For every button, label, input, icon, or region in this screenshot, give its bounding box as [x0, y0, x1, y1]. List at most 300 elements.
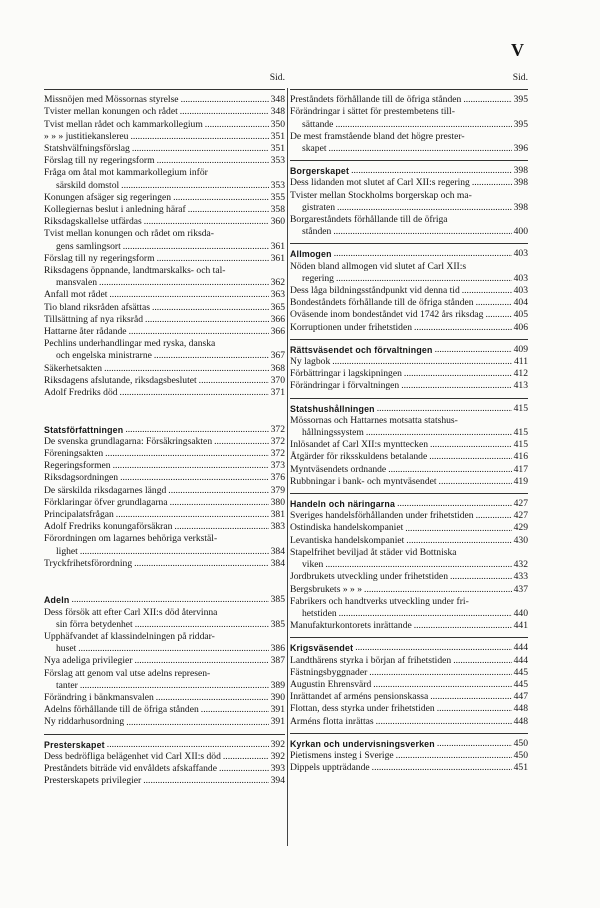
entry-title: Ostindiska handelskompaniet — [290, 522, 404, 534]
page-ref: 368 — [270, 362, 285, 374]
dot-leader — [145, 314, 269, 326]
page-ref: 380 — [270, 496, 285, 508]
dot-leader — [366, 427, 512, 439]
entry-title: Fästningsbyggnader — [290, 666, 368, 678]
dot-leader — [156, 692, 269, 704]
toc-entry — [290, 226, 528, 238]
toc-entry — [290, 451, 528, 463]
page-ref: 370 — [270, 374, 285, 386]
toc-entry — [290, 679, 528, 691]
entry-title: stånden — [302, 226, 332, 238]
toc-left-column — [44, 72, 285, 788]
dot-leader — [144, 216, 269, 228]
dot-leader — [372, 762, 512, 774]
entry-title: Tillsättning af nya riksråd — [44, 313, 144, 325]
entry-title: huset — [56, 643, 77, 655]
page-ref: 406 — [513, 321, 528, 333]
entry-title: Tvist mellan konungen och rådet om riksda- — [44, 228, 214, 240]
toc-entry — [44, 277, 285, 289]
column-divider — [287, 88, 288, 846]
toc-section-heading — [290, 403, 528, 415]
page-ref: 353 — [270, 179, 285, 191]
page-ref: 403 — [513, 285, 528, 297]
entry-title: De mest framstående bland det högre prester- — [290, 130, 465, 142]
page-ref: 373 — [270, 460, 285, 472]
entry-title: Dess låga bildningsståndpunkt vid denna tid — [290, 285, 460, 297]
page-ref: 419 — [513, 475, 528, 487]
page-ref: 372 — [270, 423, 285, 435]
page-ref: 381 — [270, 509, 285, 521]
toc-section-heading — [290, 248, 528, 260]
page-ref: 441 — [513, 620, 528, 632]
toc-entry — [290, 762, 528, 774]
entry-title: Förändringar i förvaltningen — [290, 380, 400, 392]
entry-title: Förslag till ny regeringsform — [44, 155, 155, 167]
dot-leader — [174, 521, 268, 533]
entry-title: Riksdagskallelse utfärdas — [44, 216, 142, 228]
entry-title: Inlösandet af Carl XII:s mynttecken — [290, 439, 428, 451]
page-ref: 366 — [270, 326, 285, 338]
page-ref: 394 — [270, 775, 285, 787]
page-ref: 361 — [270, 252, 285, 264]
entry-title: Krigsväsendet — [290, 643, 354, 654]
toc-entry — [44, 119, 285, 131]
section-rule — [290, 733, 528, 734]
entry-title: Säkerhetsakten — [44, 362, 103, 374]
toc-entry — [44, 228, 285, 240]
dot-leader — [453, 655, 511, 667]
page-ref: 392 — [270, 738, 285, 750]
dot-leader — [121, 180, 268, 192]
entry-title: De särskilda riksdagarnes längd — [44, 484, 167, 496]
dot-leader — [80, 680, 269, 692]
toc-entry — [44, 241, 285, 253]
toc-entry — [290, 535, 528, 547]
spacer — [44, 399, 285, 411]
entry-title: hetstiden — [302, 607, 337, 619]
dot-leader — [334, 248, 512, 260]
entry-title: Bergsbrukets » » » — [290, 583, 363, 595]
toc-entry — [44, 375, 285, 387]
toc-entry — [290, 273, 528, 285]
entry-title: Riksdagens öppnande, landtmarskalks- och tal- — [44, 265, 226, 277]
entry-title: mansvalen — [56, 277, 98, 289]
entry-title: Kollegiernas beslut i anledning häraf — [44, 204, 186, 216]
toc-left-list — [44, 94, 285, 787]
toc-entry — [44, 167, 285, 179]
dot-leader — [152, 302, 269, 314]
entry-title: Riksdagsordningen — [44, 472, 119, 484]
dot-leader — [105, 448, 268, 460]
dot-leader — [476, 510, 512, 522]
entry-title: gens samlingsort — [56, 240, 121, 252]
dot-leader — [476, 297, 512, 309]
toc-entry — [44, 619, 285, 631]
page-ref: 440 — [513, 607, 528, 619]
dot-leader — [168, 485, 268, 497]
toc-entry — [290, 584, 528, 596]
page-ref: 433 — [513, 571, 528, 583]
entry-title: Dippels uppträdande — [290, 762, 370, 774]
dot-leader — [430, 691, 511, 703]
spacer — [44, 570, 285, 582]
dot-leader — [157, 155, 269, 167]
entry-title: Sveriges handelsförhållanden under frihetstiden — [290, 510, 474, 522]
entry-title: Förändringar i sättet för prestembetens till- — [290, 106, 455, 118]
toc-entry — [290, 177, 528, 189]
page-ref: 447 — [513, 691, 528, 703]
page-ref: 348 — [270, 94, 285, 106]
dot-leader — [439, 476, 512, 488]
toc-entry — [290, 415, 528, 427]
dot-leader — [404, 368, 512, 380]
page-ref: 415 — [513, 439, 528, 451]
entry-title: Fråga om åtal mot kammarkollegium inför — [44, 167, 208, 179]
page-ref: 384 — [270, 557, 285, 569]
dot-leader — [332, 356, 512, 368]
entry-title: Pechlins underhandlingar med ryska, danska — [44, 338, 216, 350]
page-ref: 448 — [513, 703, 528, 715]
page-ref: 417 — [513, 463, 528, 475]
dot-leader — [154, 350, 269, 362]
dot-leader — [351, 165, 511, 177]
entry-title: Ny riddarhusordning — [44, 716, 125, 728]
toc-section-heading — [44, 424, 285, 436]
page-ref: 427 — [513, 498, 528, 510]
dot-leader — [219, 763, 269, 775]
page-ref: 405 — [513, 309, 528, 321]
entry-title: Adolf Fredriks konungaförsäkran — [44, 521, 173, 533]
entry-title: gistraten — [302, 201, 336, 213]
page-ref: 450 — [513, 749, 528, 761]
page-ref: 389 — [270, 679, 285, 691]
toc-entry — [290, 427, 528, 439]
page-ref: 445 — [513, 666, 528, 678]
toc-entry — [290, 559, 528, 571]
entry-title: Förbättringar i lagskipningen — [290, 368, 402, 380]
entry-title: Rubbningar i bank- och myntväsendet — [290, 475, 437, 487]
toc-entry — [44, 289, 285, 301]
toc-entry — [290, 476, 528, 488]
entry-title: Levantiska handelskompaniet — [290, 534, 405, 546]
dot-leader — [181, 94, 269, 106]
toc-entry — [290, 202, 528, 214]
dot-leader — [401, 380, 511, 392]
toc-entry — [290, 131, 528, 143]
toc-entry — [44, 533, 285, 545]
entry-title: Presterskapet — [44, 739, 105, 750]
toc-entry — [44, 350, 285, 362]
toc-entry — [44, 204, 285, 216]
entry-title: Pietismens insteg i Sverige — [290, 749, 394, 761]
page-ref: 355 — [270, 191, 285, 203]
dot-leader — [188, 204, 269, 216]
dot-leader — [126, 717, 268, 729]
page-ref: 379 — [270, 484, 285, 496]
dot-leader — [135, 619, 269, 631]
page-ref: 429 — [513, 522, 528, 534]
page-ref: 444 — [513, 654, 528, 666]
entry-title: hållningssystem — [302, 427, 364, 439]
entry-title: Åtgärder för riksskuldens betalande — [290, 451, 428, 463]
page-ref: 411 — [513, 356, 528, 368]
page-ref: 396 — [513, 143, 528, 154]
page-ref: 393 — [270, 763, 285, 775]
dot-leader — [450, 571, 512, 583]
entry-title: Borgerskapet — [290, 166, 350, 177]
entry-title: Korruptionen under frihetstiden — [290, 321, 413, 333]
toc-entry — [290, 596, 528, 608]
dot-leader — [125, 424, 268, 436]
entry-title: » » » justitiekanslereu — [44, 130, 129, 142]
page-ref: 398 — [513, 165, 528, 177]
page-ref: 398 — [513, 201, 528, 213]
dot-leader — [462, 285, 512, 297]
dot-leader — [429, 451, 511, 463]
page-ref: 430 — [513, 534, 528, 546]
entry-title: Föreningsakten — [44, 448, 104, 460]
dot-leader — [377, 403, 512, 415]
toc-entry — [44, 631, 285, 643]
dot-leader — [80, 546, 269, 558]
entry-title: Preståndets förhållande till de öfriga stånden — [290, 94, 462, 106]
dot-leader — [397, 498, 512, 510]
toc-entry — [290, 464, 528, 476]
dot-leader — [396, 750, 512, 762]
entry-title: Adeln — [44, 595, 70, 606]
entry-title: Hattarne åter rådande — [44, 326, 127, 338]
entry-title: Tvister mellan konungen och rådet — [44, 106, 178, 118]
entry-title: sin förra betydenhet — [56, 618, 133, 630]
entry-title: Regeringsformen — [44, 460, 111, 472]
dot-leader — [116, 509, 269, 521]
entry-title: Stapelfrihet beviljad åt städer vid Bottniska — [290, 546, 457, 558]
entry-title: Bondeståndets förhållande till de öfriga stånden — [290, 297, 474, 309]
entry-title: Dess lidanden mot slutet af Carl XII:s regering — [290, 177, 470, 189]
dot-leader — [329, 143, 512, 155]
entry-title: Upphäfvandet af klassindelningen på riddar- — [44, 631, 215, 643]
page-ref: 358 — [270, 204, 285, 216]
page-ref: 351 — [270, 130, 285, 142]
spacer — [44, 411, 285, 423]
dot-leader — [78, 643, 268, 655]
page-ref: 395 — [513, 94, 528, 106]
page-number: V — [511, 40, 524, 60]
toc-entry — [290, 356, 528, 368]
dot-leader — [472, 177, 512, 189]
page-ref: 383 — [270, 521, 285, 533]
entry-title: Principalatsfrågan — [44, 509, 114, 521]
toc-section-heading — [44, 739, 285, 751]
header-rule — [44, 89, 285, 90]
toc-entry — [44, 692, 285, 704]
dot-leader — [333, 226, 511, 238]
entry-title: Konungen afsäger sig regeringen — [44, 191, 172, 203]
dot-leader — [134, 558, 268, 570]
entry-title: Preståndets biträde vid envåldets afskaffande — [44, 763, 217, 775]
dot-leader — [173, 192, 269, 204]
toc-section-heading — [290, 165, 528, 177]
entry-title: viken — [302, 559, 324, 571]
dot-leader — [406, 535, 511, 547]
entry-title: Statsförfattningen — [44, 424, 124, 435]
dot-leader — [109, 289, 268, 301]
toc-entry — [44, 180, 285, 192]
entry-title: tanter — [56, 679, 78, 691]
toc-entry — [44, 94, 285, 106]
entry-title: Manufakturkontorets inrättande — [290, 620, 412, 632]
entry-title: Dess försök att efter Carl XII:s död återvinna — [44, 606, 218, 618]
toc-section-heading — [290, 498, 528, 510]
page-ref: 371 — [270, 387, 285, 399]
entry-title: Missnöjen med Mössornas styrelse — [44, 94, 179, 106]
entry-title: Fabrikers och handtverks utveckling under fri- — [290, 595, 469, 607]
entry-title: Tio bland riksråden afsättas — [44, 301, 150, 313]
toc-entry — [290, 380, 528, 392]
page-ref: 348 — [270, 106, 285, 118]
toc-entry — [290, 143, 528, 155]
page-ref: 362 — [270, 277, 285, 289]
dot-leader — [199, 375, 269, 387]
dot-leader — [376, 716, 512, 728]
toc-entry — [44, 485, 285, 497]
toc-entry — [290, 510, 528, 522]
page-ref: 451 — [513, 762, 528, 774]
dot-leader — [223, 751, 269, 763]
page-ref: 448 — [513, 715, 528, 727]
entry-title: Statshushållningen — [290, 403, 375, 414]
toc-entry — [44, 716, 285, 728]
entry-title: Tvist mellan rådet och kammarkollegium — [44, 118, 203, 130]
entry-title: Handeln och näringarna — [290, 499, 396, 510]
dot-leader — [414, 322, 512, 334]
toc-entry — [290, 439, 528, 451]
toc-section-heading — [290, 642, 528, 654]
dot-leader — [123, 241, 269, 253]
entry-title: Borgareståndets förhållande till de öfriga — [290, 214, 448, 226]
toc-entry — [44, 668, 285, 680]
toc-entry — [290, 214, 528, 226]
dot-leader — [430, 439, 512, 451]
entry-title: och engelska ministrarne — [56, 350, 152, 362]
toc-entry — [290, 309, 528, 321]
page-ref: 387 — [270, 655, 285, 667]
toc-entry — [290, 368, 528, 380]
toc-entry — [44, 546, 285, 558]
page-ref: 403 — [513, 272, 528, 284]
dot-leader — [437, 738, 512, 750]
page-ref: 390 — [270, 692, 285, 704]
page-ref: 409 — [513, 343, 528, 355]
toc-entry — [44, 448, 285, 460]
entry-title: Myntväsendets ordnande — [290, 463, 387, 475]
toc-entry — [44, 497, 285, 509]
page-ref: 427 — [513, 510, 528, 522]
entry-title: De svenska grundlagarna: Försäkringsakten — [44, 435, 213, 447]
dot-leader — [130, 131, 268, 143]
page-ref: 350 — [270, 118, 285, 130]
toc-entry — [290, 522, 528, 534]
section-rule — [290, 339, 528, 340]
toc-entry — [290, 667, 528, 679]
toc-entry — [44, 558, 285, 570]
entry-title: Adolf Fredriks död — [44, 387, 118, 399]
entry-title: Landthärens styrka i början af frihetstiden — [290, 654, 452, 666]
toc-section-heading — [290, 738, 528, 750]
entry-title: Mössornas och Hattarnes motsatta statshus- — [290, 414, 458, 426]
entry-title: Förklaringar öfver grundlagarna — [44, 496, 168, 508]
entry-title: sättande — [302, 118, 334, 130]
toc-entry — [44, 155, 285, 167]
page-ref: 395 — [513, 118, 528, 130]
dot-leader — [339, 608, 512, 620]
page-ref: 445 — [513, 678, 528, 690]
dot-leader — [373, 679, 511, 691]
dot-leader — [355, 642, 511, 654]
dot-leader — [132, 143, 269, 155]
toc-entry — [290, 716, 528, 728]
toc-entry — [290, 655, 528, 667]
entry-title: Oväsende inom bondeståndet vid 1742 års riksdag — [290, 309, 484, 321]
toc-entry — [44, 314, 285, 326]
entry-title: Rättsväsendet och förvaltningen — [290, 344, 433, 355]
spacer — [44, 582, 285, 594]
toc-entry — [44, 704, 285, 716]
entry-title: Nöden bland allmogen vid slutet af Carl XII:s — [290, 260, 467, 272]
dot-leader — [369, 667, 511, 679]
toc-entry — [44, 387, 285, 399]
entry-title: Ny lagbok — [290, 356, 331, 368]
dot-leader — [335, 119, 511, 131]
toc-entry — [44, 338, 285, 350]
toc-entry — [290, 285, 528, 297]
toc-entry — [44, 751, 285, 763]
entry-title: Arméns flotta inrättas — [290, 715, 374, 727]
column-header: Sid. — [269, 72, 285, 83]
section-rule — [44, 734, 285, 735]
entry-title: Förordningen om lagarnes behöriga verkstäl- — [44, 533, 218, 545]
toc-entry — [290, 297, 528, 309]
dot-leader — [201, 704, 269, 716]
toc-entry — [44, 472, 285, 484]
page-ref: 361 — [270, 240, 285, 252]
entry-title: Förslag att genom val utse adelns represen- — [44, 667, 211, 679]
page-ref: 366 — [270, 313, 285, 325]
dot-leader — [485, 309, 511, 321]
toc-entry — [44, 192, 285, 204]
page-ref: 365 — [270, 301, 285, 313]
entry-title: regering — [302, 272, 334, 284]
page-ref: 353 — [270, 155, 285, 167]
entry-title: Inrättandet af arméns pensionskassa — [290, 691, 429, 703]
toc-entry — [290, 703, 528, 715]
entry-title: Förslag till ny regeringsform — [44, 252, 155, 264]
dot-leader — [337, 202, 512, 214]
entry-title: Anfall mot rådet — [44, 289, 108, 301]
page-ref: 415 — [513, 427, 528, 439]
toc-entry — [44, 131, 285, 143]
entry-title: Nya adeliga privilegier — [44, 655, 133, 667]
entry-title: Riksdagens afslutande, riksdagsbeslutet — [44, 374, 197, 386]
page-ref: 392 — [270, 750, 285, 762]
entry-title: lighet — [56, 545, 78, 557]
dot-leader — [180, 106, 269, 118]
toc-entry — [44, 509, 285, 521]
entry-title: Flottan, dess styrka under frihetstiden — [290, 703, 435, 715]
entry-title: Augustin Ehrensvärd — [290, 678, 372, 690]
dot-leader — [205, 119, 269, 131]
page-ref: 432 — [513, 559, 528, 571]
